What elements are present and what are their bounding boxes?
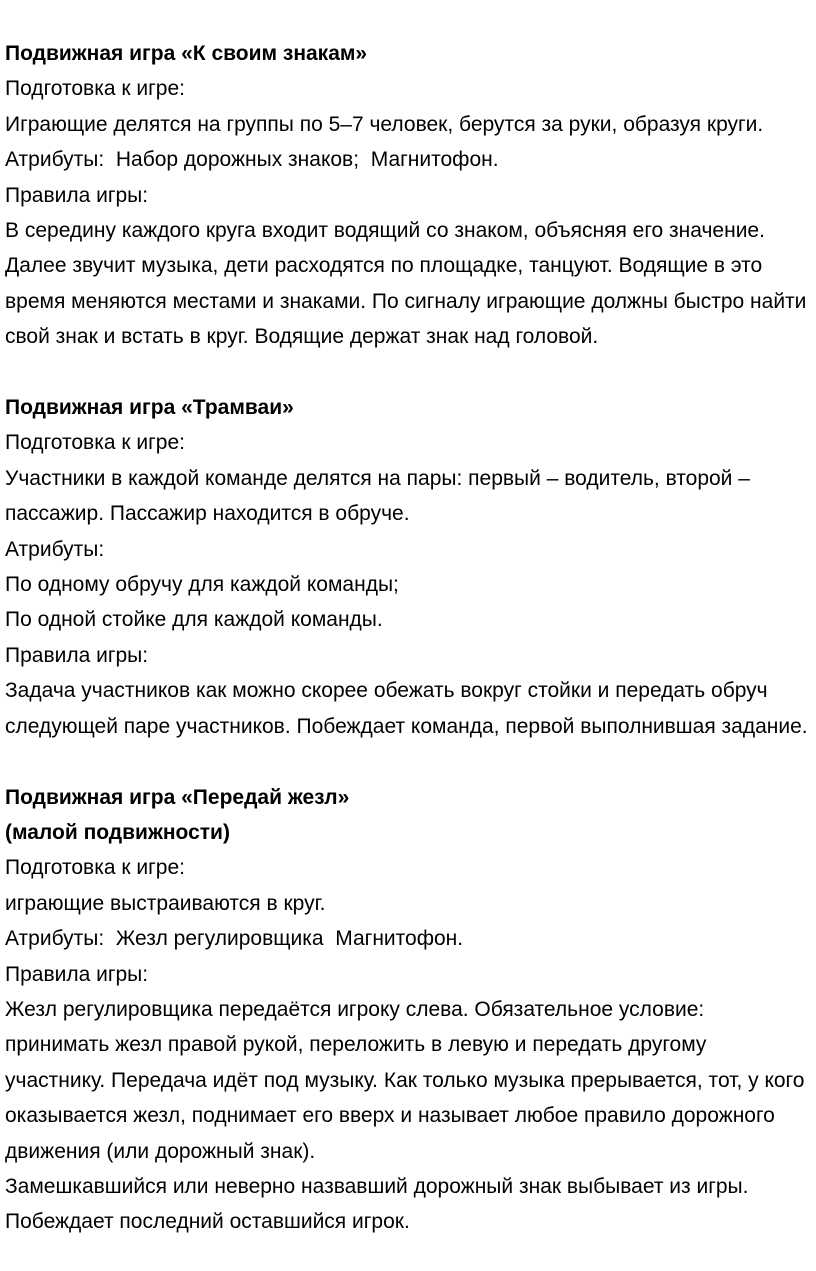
paragraph: Подготовка к игре: <box>5 77 185 101</box>
blank-line <box>5 355 811 390</box>
paragraph: играющие выстраиваются в круг. <box>5 891 326 915</box>
paragraph: Участники в каждой команде делятся на пары: первый – водитель, второй – пассажир. Пассажир находится в обруче. <box>5 466 756 526</box>
paragraph: Играющие делятся на группы по 5–7 человек, берутся за руки, образуя круги. <box>5 112 764 136</box>
paragraph: Подготовка к игре: <box>5 431 185 455</box>
paragraph: По одной стойке для каждой команды. <box>5 608 383 632</box>
paragraph: Атрибуты: Жезл регулировщика Магнитофон. <box>5 927 464 951</box>
paragraph: Далее звучит музыка, дети расходятся по площадке, танцуют. Водящие в это время меняются местами и знаками. По сигналу играющие должны быстро найти свой знак и встать в круг. Водящие держат знак над головой. <box>5 254 813 349</box>
blank-line <box>5 744 811 779</box>
section-game-trams <box>5 390 811 744</box>
paragraph: Подготовка к игре: <box>5 856 185 880</box>
section-heading: Подвижная игра «Трамваи» <box>5 396 294 420</box>
paragraph: Атрибуты: Набор дорожных знаков; Магнитофон. <box>5 148 499 172</box>
section-game-pass-the-baton <box>5 780 811 1240</box>
section-game-to-your-signs <box>5 36 811 355</box>
paragraph: В середину каждого круга входит водящий со знаком, объясняя его значение. <box>5 219 765 243</box>
paragraph: Правила игры: <box>5 643 149 667</box>
paragraph: Правила игры: <box>5 183 149 207</box>
paragraph: Жезл регулировщика передаётся игроку слева. Обязательное условие: принимать жезл правой рукой, переложить в левую и передать другому участнику. Передача идёт под музыку. Как только музыка прерывается, тот, у кого оказывается жезл, поднимает его вверх и называет любое правило дорожного движения (или дорожный знак). <box>5 997 811 1163</box>
section-heading: Подвижная игра «К своим знакам» <box>5 42 368 65</box>
paragraph: Задача участников как можно скорее обежать вокруг стойки и передать обруч следующей паре участников. Побеждает команда, первой выполнившая задание. <box>5 679 808 738</box>
paragraph: По одному обручу для каждой команды; <box>5 573 399 597</box>
paragraph: Правила игры: <box>5 962 149 986</box>
section-subheading: (малой подвижности) <box>5 820 230 844</box>
paragraph: Замешкавшийся или неверно назвавший дорожный знак выбывает из игры. <box>5 1174 749 1198</box>
paragraph: Атрибуты: <box>5 537 105 561</box>
paragraph: Побеждает последний оставшийся игрок. <box>5 1210 410 1234</box>
section-heading: Подвижная игра «Передай жезл» <box>5 785 350 809</box>
